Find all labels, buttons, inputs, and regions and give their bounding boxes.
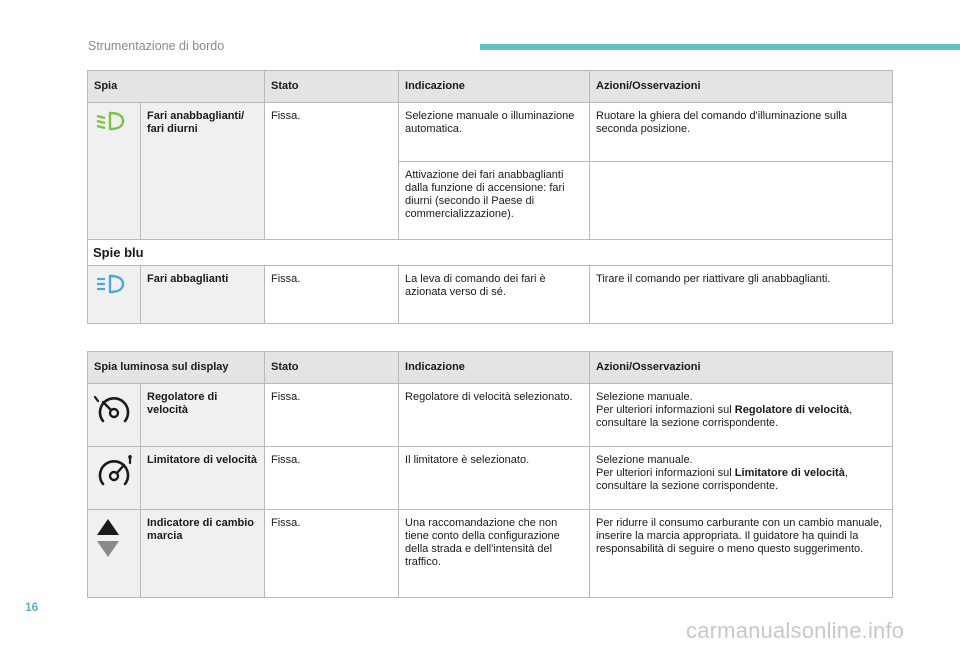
action-line: Selezione manuale. [596, 391, 693, 403]
section-header-title: Strumentazione di bordo [88, 39, 225, 53]
icon-cell [88, 103, 141, 240]
action-line: , consultare la sezione corrispondente. [596, 404, 853, 429]
section-row [88, 240, 893, 266]
gear-shift-indicator-icon [94, 550, 122, 562]
light-name: Indicatore di cambio marcia [141, 510, 265, 598]
light-action [590, 447, 893, 510]
table-header-row [88, 352, 893, 384]
action-reference: Regolatore di velocità [734, 404, 850, 416]
column-header: Stato [265, 71, 399, 103]
cruise-control-icon [94, 420, 134, 432]
light-name: Fari abbaglianti [141, 266, 265, 324]
column-header: Indicazione [399, 352, 590, 384]
icon-cell [88, 447, 141, 510]
light-indication: Selezione manuale o illuminazione automatica. [399, 103, 590, 162]
light-action: Tirare il comando per riattivare gli anabbaglianti. [590, 266, 893, 324]
display-lights-table [87, 351, 893, 598]
table-row [88, 103, 893, 162]
warning-lights-table [87, 70, 893, 324]
icon-cell [88, 510, 141, 598]
light-state: Fissa. [265, 384, 399, 447]
table-row [88, 384, 893, 447]
light-indication: Regolatore di velocità selezionato. [399, 384, 590, 447]
action-line: Per ulteriori informazioni sul [596, 467, 735, 479]
light-state: Fissa. [265, 447, 399, 510]
light-name: Regolatore di velocità [141, 384, 265, 447]
column-header: Azioni/Osservazioni [590, 71, 893, 103]
light-indication: Il limitatore è selezionato. [399, 447, 590, 510]
column-header: Indicazione [399, 71, 590, 103]
action-reference: Limitatore di velocità [734, 467, 845, 479]
column-header: Spia [88, 71, 265, 103]
light-name: Fari anabbaglianti/ fari diurni [141, 103, 265, 240]
table-header-row [88, 71, 893, 103]
header-accent-bar [480, 44, 960, 50]
column-header: Spia luminosa sul display [88, 352, 265, 384]
table-row [88, 266, 893, 324]
page-number: 16 [25, 600, 39, 614]
light-name: Limitatore di velocità [141, 447, 265, 510]
light-state: Fissa. [265, 103, 399, 240]
low-beam-icon [94, 123, 126, 135]
light-indication: Attivazione dei fari anabbaglianti dalla funzione di accensione: fari diurni (secondo il Paese di commercializzazione). [399, 162, 590, 240]
light-indication: Una raccomandazione che non tiene conto della configurazione della strada e dell'intensità del traffico. [399, 510, 590, 598]
speed-limiter-icon [94, 483, 134, 495]
column-header: Stato [265, 352, 399, 384]
action-line: , consultare la sezione corrispondente. [596, 467, 848, 492]
light-action: Ruotare la ghiera del comando d'illuminazione sulla seconda posizione. [590, 103, 893, 162]
light-state: Fissa. [265, 510, 399, 598]
light-action [590, 384, 893, 447]
action-line: Selezione manuale. [596, 454, 693, 466]
light-indication: La leva di comando dei fari è azionata verso di sé. [399, 266, 590, 324]
light-state: Fissa. [265, 266, 399, 324]
icon-cell [88, 384, 141, 447]
icon-cell [88, 266, 141, 324]
action-line: Per ulteriori informazioni sul [596, 404, 735, 416]
high-beam-icon [94, 286, 126, 298]
table-row [88, 510, 893, 598]
light-action: Per ridurre il consumo carburante con un cambio manuale, inserire la marcia appropriata. Il guidatore ha quindi la responsabilità di seguire o meno questo suggerimento. [590, 510, 893, 598]
light-action [590, 162, 893, 240]
column-header: Azioni/Osservazioni [590, 352, 893, 384]
section-title: Spie blu [88, 240, 893, 266]
table-row [88, 447, 893, 510]
watermark: carmanualsonline.info [686, 618, 905, 643]
